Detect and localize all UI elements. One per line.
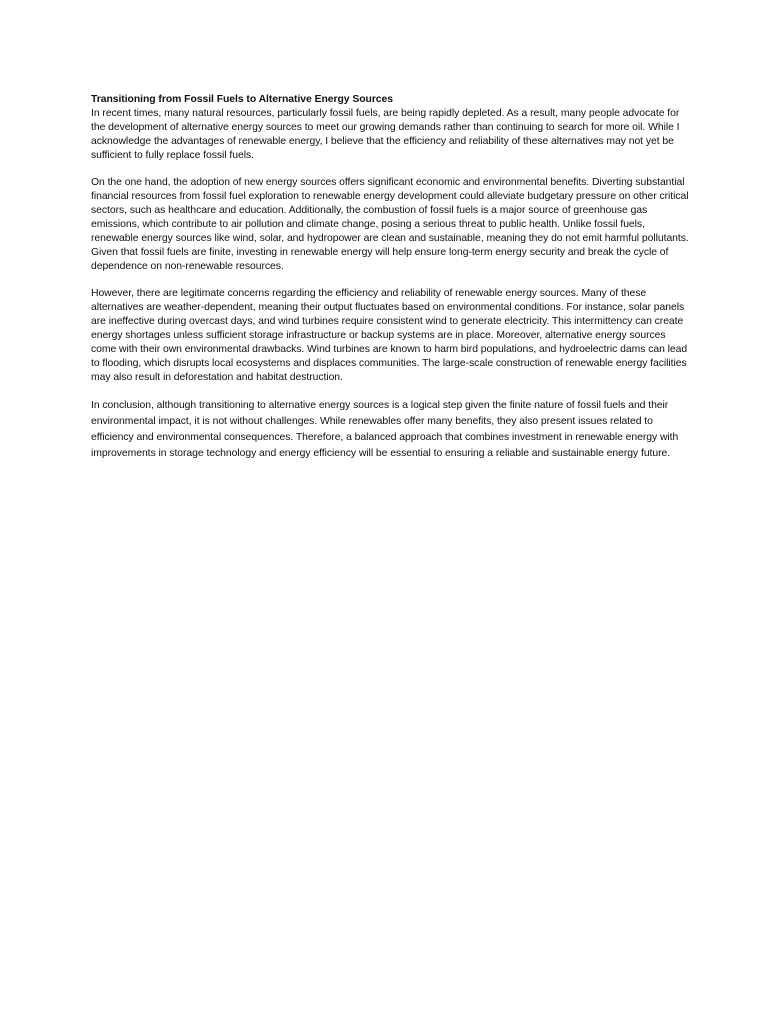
paragraph-concerns: However, there are legitimate concerns regarding the efficiency and reliability of renewable energy sources. Many of these alternatives are weather-dependent, meaning their output fluctuates based on environmental conditions. For instance, solar panels are ineffective during overcast days, and wind turbines require consistent wind to generate electricity. This intermittency can create energy shortages unless sufficient storage infrastructure or backup systems are in place. Moreover, alternative energy sources come with their own environmental drawbacks. Wind turbines are known to harm bird populations, and hydroelectric dams can lead to flooding, which disrupts local ecosystems and displaces communities. The large-scale construction of renewable energy facilities may also result in deforestation and habitat destruction. [91, 288, 688, 383]
document-body [91, 93, 691, 475]
paragraph-conclusion: In conclusion, although transitioning to alternative energy sources is a logical step given the finite nature of fossil fuels and their environmental impact, it is not without challenges. While renewables offer many benefits, they also present issues related to efficiency and environmental consequences. Therefore, a balanced approach that combines investment in renewable energy with improvements in storage technology and energy efficiency will be essential to ensuring a reliable and sustainable energy future. [91, 400, 679, 459]
document-title: Transitioning from Fossil Fuels to Alternative Energy Sources [91, 94, 393, 105]
paragraph-benefits: On the one hand, the adoption of new energy sources offers significant economic and environmental benefits. Diverting substantial financial resources from fossil fuel exploration to renewable energy development could alleviate budgetary pressure on other critical sectors, such as healthcare and education. Additionally, the combustion of fossil fuels is a major source of greenhouse gas emissions, which contribute to air pollution and climate change, posing a serious threat to public health. Unlike fossil fuels, renewable energy sources like wind, solar, and hydropower are clean and sustainable, meaning they do not emit harmful pollutants. Given that fossil fuels are finite, investing in renewable energy will help ensure long-term energy security and break the cycle of dependence on non-renewable resources. [91, 177, 689, 272]
paragraph-intro: In recent times, many natural resources, particularly fossil fuels, are being rapidly depleted. As a result, many people advocate for the development of alternative energy sources to meet our growing demands rather than continuing to search for more oil. While I acknowledge the advantages of renewable energy, I believe that the efficiency and reliability of these alternatives may not yet be sufficient to fully replace fossil fuels. [91, 108, 680, 161]
